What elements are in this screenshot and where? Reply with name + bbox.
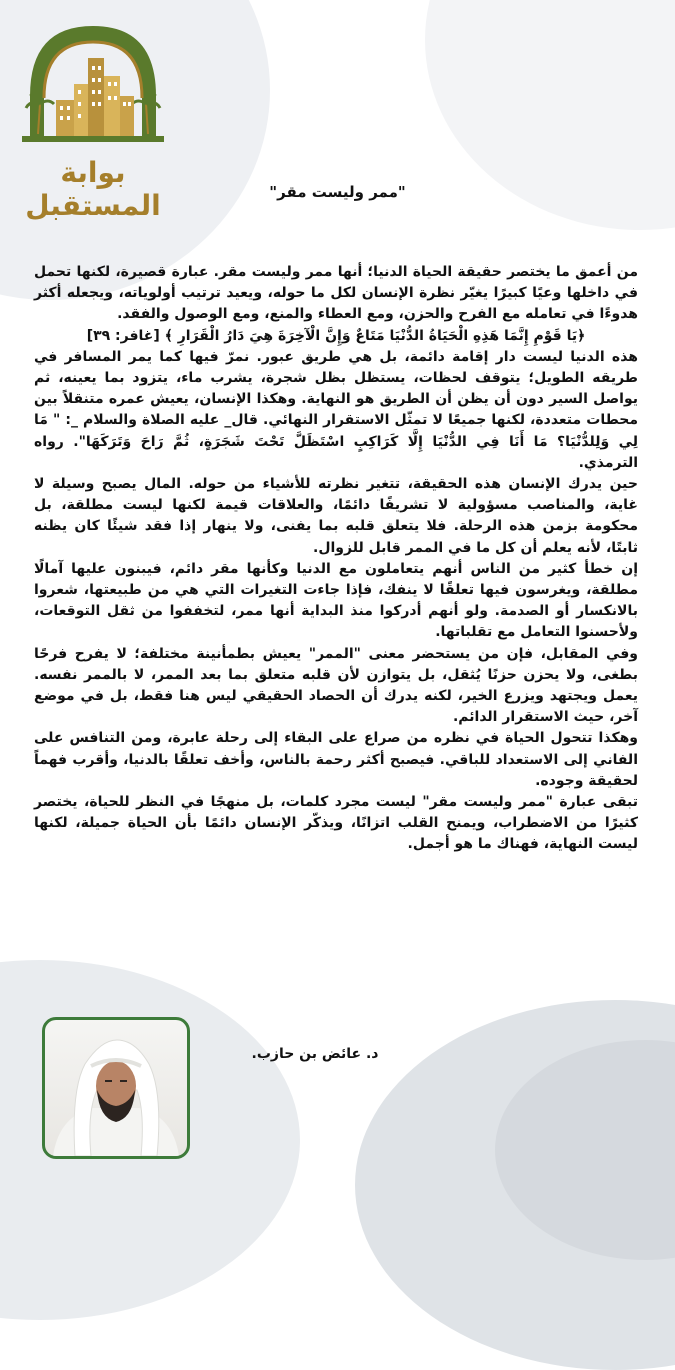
article-paragraph: تبقى عبارة "ممر وليست مقر" ليست مجرد كلمات، بل منهجًا في النظر للحياة، يختصر كثيرًا من الاضطراب، ويمنح القلب اتزانًا، ويذكّر الإنسان دائمًا بأن الحياة جميلة، لكنها ليست النهاية، فهناك ما هو أجمل. <box>34 794 638 853</box>
arch-buildings-icon <box>18 18 168 158</box>
article-paragraph: وفي المقابل، فإن من يستحضر معنى "الممر" يعيش بطمأنينة مختلفة؛ لا يفرح فرحًا بطغى، ولا يحزن حزنًا يُثقل، بل يتوازن لأن قلبه متعلق بما بعد الممر، لا بالممر نفسه. يعمل ويجتهد ويزرع الخير، لكنه يدرك أن الحصاد الحقيقي ليس هنا فقط، بل في موضع آخر، حيث الاستقرار الدائم. <box>34 645 638 726</box>
document-title: "ممر وليست مقر" <box>269 183 406 201</box>
quran-verse: ﴿يَا قَوْمِ إِنَّمَا هَذِهِ الْحَيَاةُ الدُّنْيَا مَتَاعٌ وَإِنَّ الْآخِرَةَ هِيَ دَارُ الْقَرَارِ ﴾ [غافر: ٣٩] <box>86 327 586 344</box>
article-body <box>34 262 638 856</box>
site-logo <box>18 18 168 222</box>
article-paragraph: من أعمق ما يختصر حقيقة الحياة الدنيا؛ أنها ممر وليست مقر. عبارة قصيرة، لكنها تحمل في داخلها وعيًا كبيرًا يغيّر نظرة الإنسان لكل ما حوله، ويعيد ترتيب أولوياته، ويجعله أكثر هدوءًا في تعامله مع الفرح والحزن، ومع العطاء والمنع، ومع الوصول والفقد. <box>34 264 638 323</box>
article-paragraph: إن خطأ كثير من الناس أنهم يتعاملون مع الدنيا وكأنها مقر دائم، فيبنون عليها آمالًا مطلقة، ويغرسون فيها تعلقًا لا ينفك، فإذا جاءت التغيرات التي هي من طبيعتها، شعروا بالانكسار أو الصدمة. ولو أنهم أدركوا منذ البداية أنها ممر، لتخففوا من ثقل التوقعات، ولأحسنوا التعامل مع تقلباتها. <box>34 560 638 641</box>
author-portrait-icon <box>45 1020 187 1156</box>
article-paragraph: هذه الدنيا ليست دار إقامة دائمة، بل هي طريق عبور. نمرّ فيها كما يمر المسافر في طريقه الطويل؛ يتوقف لحظات، يستظل بظل شجرة، يشرب ماء، يتزود بما يعينه، ثم يواصل السير دون أن يظن أن الطريق هو النهاية. وهكذا الإنسان، يعيش عمره متنقلاً بين محطات متعددة، لكنها جميعًا لا تمثّل الاستقرار النهائي. قال_ عليه الصلاة والسلام _: " مَا لِي وَلِلدُّنْيَا؟ مَا أَنَا فِي الدُّنْيَا إِلَّا كَرَاكِبٍ اسْتَظَلَّ تَحْتَ شَجَرَةٍ، ثُمَّ رَاحَ وَتَرَكَهَا". رواه الترمذي. <box>34 348 638 471</box>
article-paragraph: وهكذا تتحول الحياة في نظره من صراع على البقاء إلى رحلة عابرة، ومن التنافس على الفاني إلى الاستعداد للباقي. فيصبح أكثر رحمة بالناس، وأخف تعلقًا بالدنيا، وأقرب فهماً لحقيقة وجوده. <box>34 730 638 789</box>
article-paragraph: حين يدرك الإنسان هذه الحقيقة، تتغير نظرته للأشياء من حوله. المال يصبح وسيلة لا غاية، والمناصب مسؤولية لا تشريفًا دائمًا، والعلاقات قيمة لكنها ليست مطلقة، بل محكومة بزمن هذه الرحلة. فلا يتعلق قلبه بما يفنى، ولا ينهار إذا فقد شيئًا كان يظنه ثابتًا، لأنه يعلم أن كل ما في الممر قابل للزوال. <box>34 476 638 556</box>
logo-text: بوابة المستقبل <box>25 156 161 222</box>
author-photo <box>42 1017 190 1159</box>
author-signature: د. عائض بن حازب. <box>251 1046 379 1062</box>
